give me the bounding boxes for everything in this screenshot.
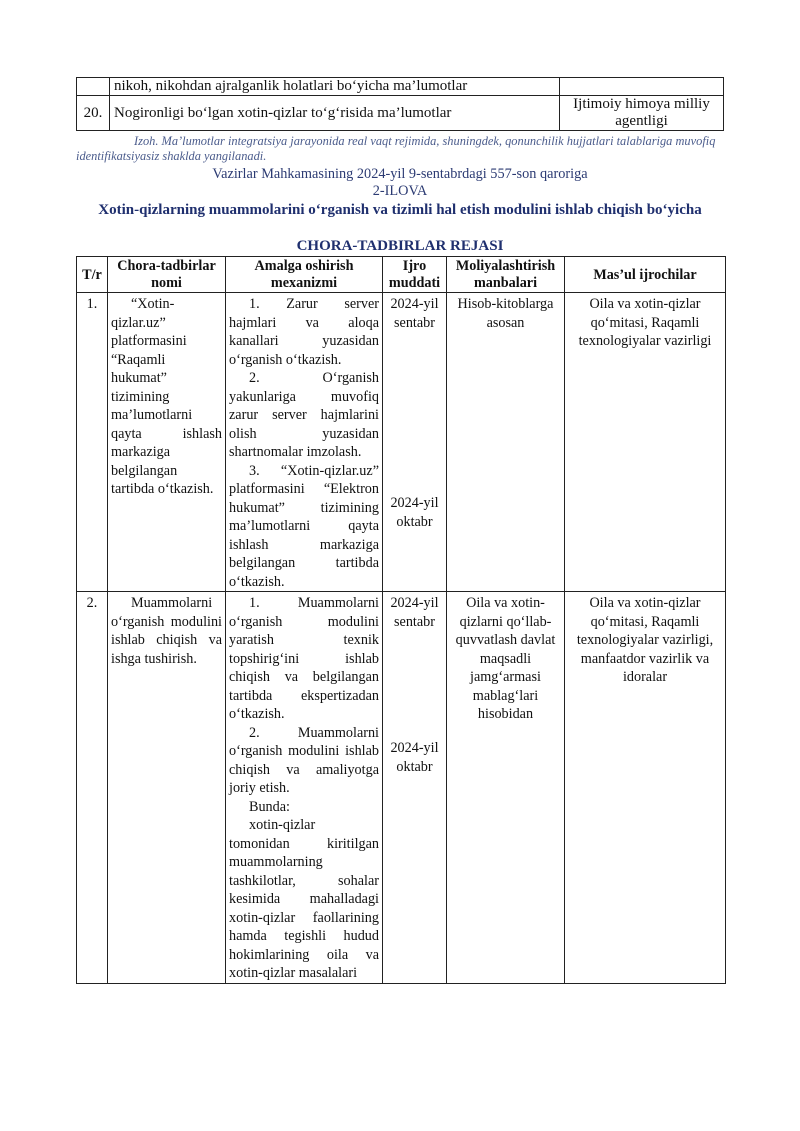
document-title: Xotin-qizlarning muammolarini o‘rganish va tizimli hal etish modulini ishlab chiqish bo‘yicha [98, 202, 702, 218]
term-first: 2024-yil sentabr [390, 595, 439, 630]
measure-name: Muammolarni o‘rganish modulini ishlab chiqish va ishga tushirish. [108, 592, 226, 984]
table-row [77, 78, 724, 96]
row-number: 2. [77, 592, 108, 984]
row-text: Nogironligi bo‘lgan xotin-qizlar to‘g‘risida ma’lumotlar [110, 96, 560, 131]
header-term: Ijro muddati [383, 257, 447, 293]
responsible-executors: Oila va xotin-qizlar qo‘mitasi, Raqamli texnologiyalar vazirligi, manfaatdor vazirlik va idoralar [565, 592, 726, 984]
table-header-row [77, 257, 726, 293]
row-number [77, 78, 110, 96]
resolution-reference: Vazirlar Mahkamasining 2024-yil 9-sentabrdagi 557-son qaroriga [212, 166, 588, 182]
row-number: 20. [77, 96, 110, 131]
row-organization: Ijtimoiy himoya milliy agentligi [560, 96, 724, 131]
mechanism-step: 3. “Xotin-qizlar.uz” platformasini “Elektron hukumat” tizimining ma’lumotlarni qayta ishlash markaziga belgilangan tartibda o‘tkazish. [229, 462, 379, 590]
header-mechanism: Amalga oshirish mexanizmi [226, 257, 383, 293]
table-row [77, 592, 726, 984]
mechanism-step: 1. Zarur server hajmlari va aloqa kanallari yuzasidan o‘rganish o‘tkazish. [229, 296, 379, 368]
funding-source: Hisob-kitoblarga asosan [447, 293, 565, 592]
term-cell [383, 293, 447, 592]
term-second: 2024-yil oktabr [390, 740, 439, 775]
table-row [77, 96, 724, 131]
mechanism-step: 1. Muammolarni o‘rganish modulini yaratish texnik topshirig‘ini ishlab chiqish va belgilangan tartibda ekspertizadan o‘tkazish. [229, 595, 379, 722]
table-row [77, 293, 726, 592]
funding-source: Oila va xotin-qizlarni qo‘llab-quvvatlash davlat maqsadli jamg‘armasi mablag‘lari hisobidan [447, 592, 565, 984]
row-text: nikoh, nikohdan ajralganlik holatlari bo‘yicha ma’lumotlar [110, 78, 560, 96]
action-plan-table [76, 256, 726, 984]
mechanism-cell [226, 592, 383, 984]
header-responsible: Mas’ul ijrochilar [565, 257, 726, 293]
header-name: Chora-tadbirlar nomi [108, 257, 226, 293]
mechanism-step: Bunda: [249, 798, 290, 815]
appendix-number: 2-ILOVA [372, 183, 428, 199]
previous-table-continuation [76, 77, 724, 131]
header-funding: Moliyalashtirish manbalari [447, 257, 565, 293]
mechanism-cell [226, 293, 383, 592]
term-second: 2024-yil oktabr [390, 495, 439, 530]
term-cell [383, 592, 447, 984]
row-number: 1. [77, 293, 108, 592]
mechanism-step: 2. Muammolarni o‘rganish modulini ishlab chiqish va amaliyotga joriy etish. [229, 724, 379, 796]
measure-name: “Xotin-qizlar.uz” platformasini “Raqamli hukumat” tizimining ma’lumotlarni qayta ishlash markaziga belgilangan tartibda o‘tkazish. [108, 293, 226, 592]
header-no: T/r [77, 257, 108, 293]
term-first: 2024-yil sentabr [390, 296, 439, 331]
responsible-executors: Oila va xotin-qizlar qo‘mitasi, Raqamli texnologiyalar vazirligi [565, 293, 726, 592]
mechanism-step: 2. O‘rganish yakunlariga muvofiq zarur server hajmlarini olish yuzasidan shartnomalar imzolash. [229, 370, 379, 460]
mechanism-step: xotin-qizlar tomonidan kiritilgan muammolarning tashkilotlar, sohalar kesimida mahalladagi xotin-qizlar faollarining hamda tegishli hudud hokimlarining oila va xotin-qizlar masalalari [229, 817, 379, 981]
note-izoh: Izoh. Ma’lumotlar integratsiya jarayonida real vaqt rejimida, shuningdek, qonunchilik hujjatlari talablariga muvofiq identifikatsiyasiz shaklda yangilanadi. [76, 134, 716, 163]
document-subtitle: CHORA-TADBIRLAR REJASI [296, 238, 504, 254]
row-organization [560, 78, 724, 96]
